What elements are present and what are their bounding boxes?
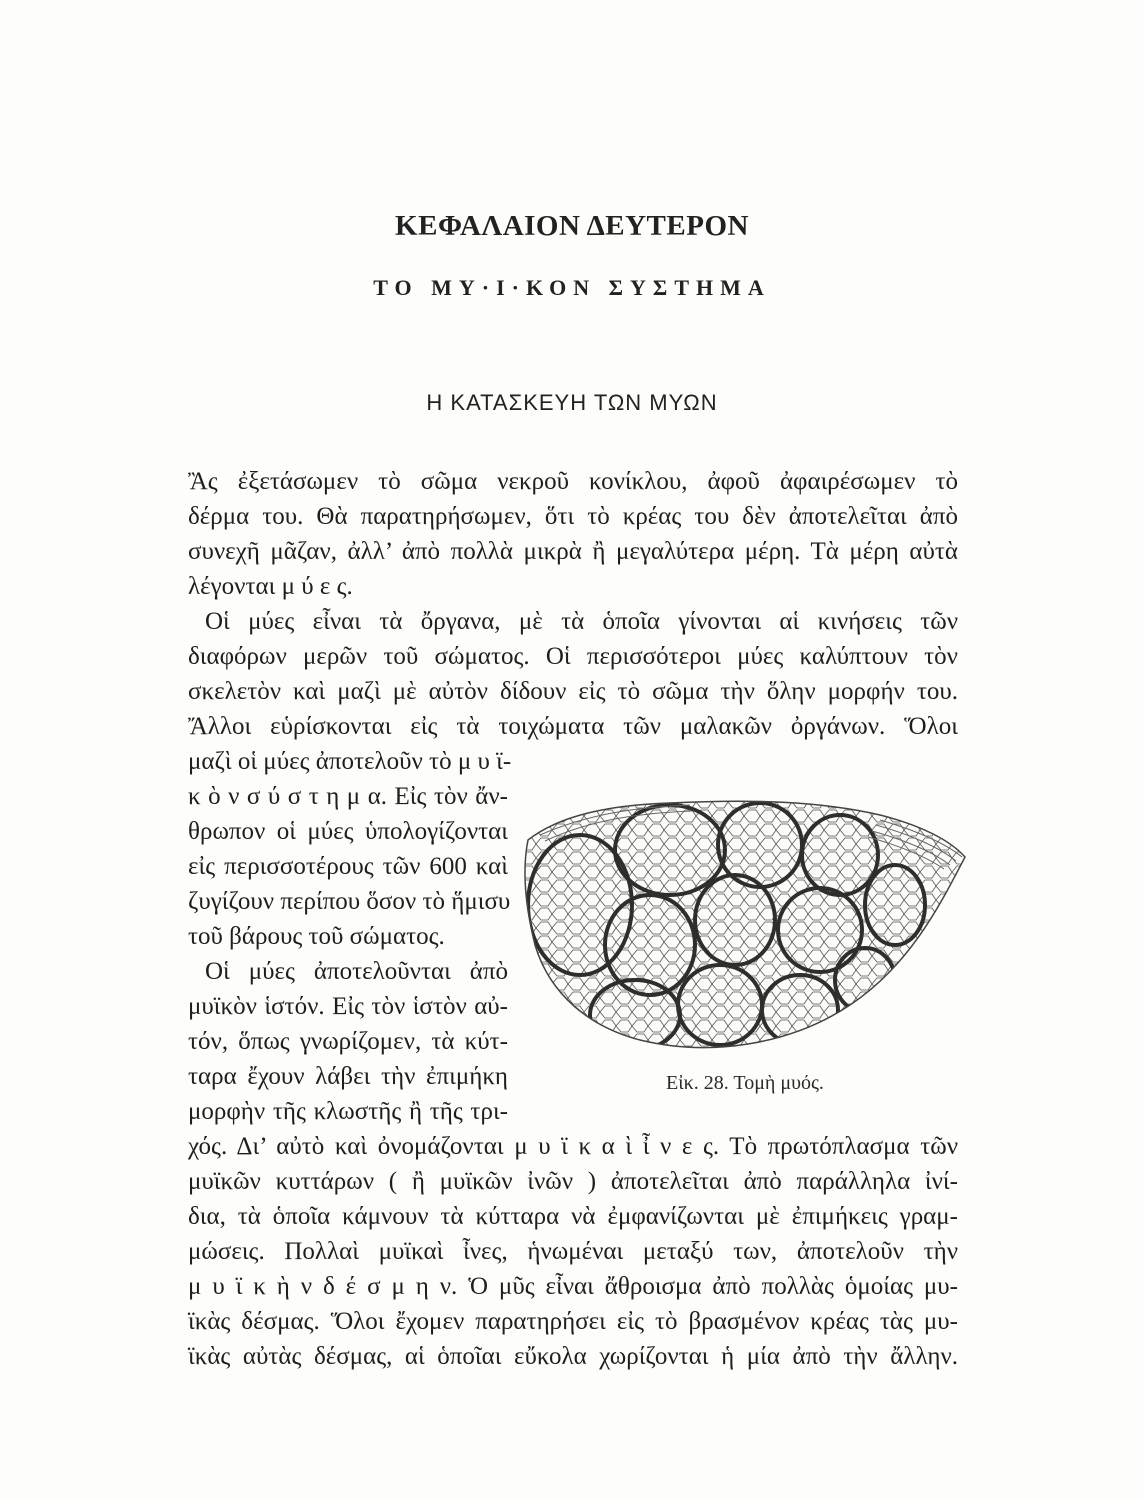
text-line: δια, τὰ ὁποῖα κάμνουν τὰ κύτταρα νὰ ἐμφανίζωνται μὲ ἐπιμήκεις γραμ- [188, 1203, 958, 1230]
text-line: ϊκὰς δέσμας. Ὅλοι ἔχομεν παρατηρήσει εἰς τὸ βρασμένον κρέας τὰς μυ- [188, 1308, 958, 1335]
muscle-cross-section-figure [520, 795, 970, 1060]
section-title: Η ΚΑΤΑΣΚΕΥΗ ΤΩΝ ΜΥΩΝ [426, 390, 718, 415]
text-line: χός. Δι’ αὐτὸ καὶ ὀνομάζονται μ υ ϊ κ α ὶ ἶ ν ε ς. Τὸ πρωτόπλασμα τῶν [188, 1133, 958, 1160]
figure-caption: Εἰκ. 28. Τομὴ μυός. [666, 1072, 824, 1094]
text-line: Ἄλλοι εὑρίσκονται εἰς τὰ τοιχώματα τῶν μαλακῶν ὀργάνων. Ὅλοι [188, 713, 958, 740]
text-line: ϊκὰς αὐτὰς δέσμας, αἱ ὁποῖαι εὔκολα χωρίζονται ἡ μία ἀπὸ τὴν ἄλλην. [188, 1343, 958, 1370]
text-line: μώσεις. Πολλαὶ μυϊκαὶ ἶνες, ἡνωμέναι μεταξύ των, ἀποτελοῦν τὴν [188, 1238, 958, 1265]
text-line: τοῦ βάρους τοῦ σώματος. [188, 923, 445, 950]
text-line: σκελετὸν καὶ μαζὶ μὲ αὐτὸν δίδουν εἰς τὸ σῶμα τὴν ὅλην μορφήν του. [188, 678, 958, 705]
text-line: τόν, ὅπως γνωρίζομεν, τὰ κύτ- [188, 1028, 508, 1055]
text-line: μαζὶ οἱ μύες ἀποτελοῦν τὸ μ υ ϊ- [188, 748, 512, 775]
text-line: θρωπον οἱ μύες ὑπολογίζονται [188, 818, 508, 845]
text-line: Οἱ μύες ἀποτελοῦνται ἀπὸ [205, 958, 508, 985]
chapter-title: ΚΕΦΑΛΑΙΟΝ ΔΕΥΤΕΡΟΝ [395, 210, 749, 242]
text-line: μ υ ϊ κ ὴ ν δ έ σ μ η ν. Ὁ μῦς εἶναι ἄθροισμα ἀπὸ πολλὰς ὁμοίας μυ- [188, 1273, 958, 1300]
text-line: εἰς περισσοτέρους τῶν 600 καὶ [188, 853, 508, 880]
text-line: διαφόρων μερῶν τοῦ σώματος. Οἱ περισσότεροι μύες καλύπτουν τὸν [188, 643, 958, 670]
chapter-subtitle: ΤΟ ΜΥ·Ι·ΚΟΝ ΣΥΣΤΗΜΑ [373, 275, 771, 300]
text-line: μορφὴν τῆς κλωστῆς ἢ τῆς τρι- [188, 1098, 508, 1125]
text-line: μυϊκὸν ἱστόν. Εἰς τὸν ἱστὸν αὐ- [188, 993, 508, 1020]
text-line: ζυγίζουν περίπου ὅσον τὸ ἥμισυ [188, 888, 511, 915]
text-line: κ ὸ ν σ ύ σ τ η μ α. Εἰς τὸν ἄν- [188, 783, 508, 810]
text-line: συνεχῆ μᾶζαν, ἀλλ’ ἀπὸ πολλὰ μικρὰ ἢ μεγαλύτερα μέρη. Τὰ μέρη αὐτὰ [188, 538, 958, 565]
text-line: δέρμα του. Θὰ παρατηρήσωμεν, ὅτι τὸ κρέας του δὲν ἀποτελεῖται ἀπὸ [188, 503, 958, 530]
text-line: ταρα ἔχουν λάβει τὴν ἐπιμήκη [188, 1063, 508, 1090]
text-line: Ἂς ἐξετάσωμεν τὸ σῶμα νεκροῦ κονίκλου, ἀφοῦ ἀφαιρέσωμεν τὸ [188, 468, 958, 495]
text-line: Οἱ μύες εἶναι τὰ ὄργανα, μὲ τὰ ὁποῖα γίνονται αἱ κινήσεις τῶν [205, 608, 958, 635]
text-line: λέγονται μ ύ ε ς. [188, 573, 353, 600]
text-line: μυϊκῶν κυττάρων ( ἢ μυϊκῶν ἰνῶν ) ἀποτελεῖται ἀπὸ παράλληλα ἰνί- [188, 1168, 958, 1195]
